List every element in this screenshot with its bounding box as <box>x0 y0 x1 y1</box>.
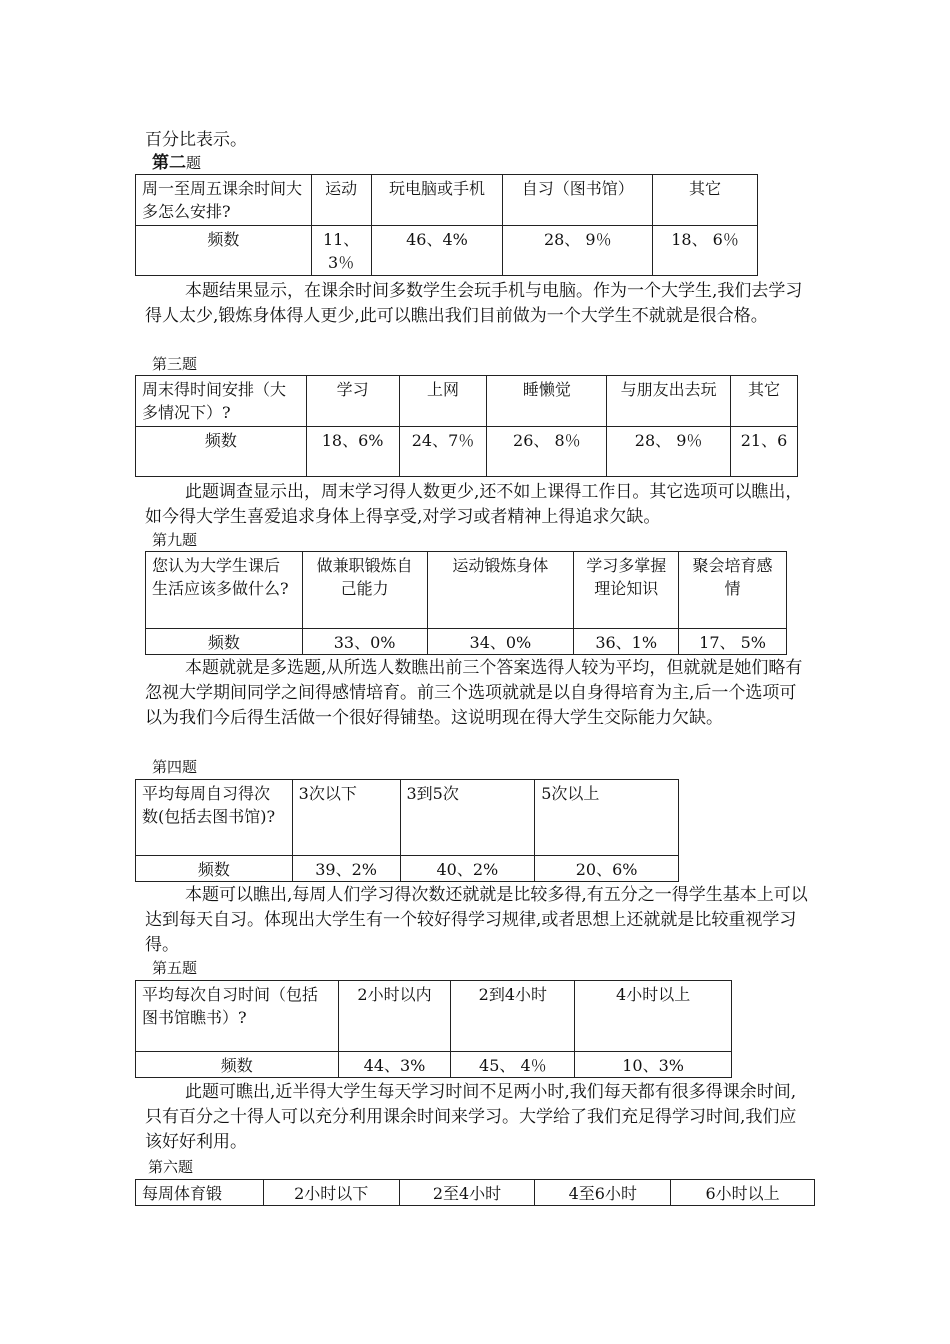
table-cell: 其它 <box>653 175 758 226</box>
table-cell: 2到4小时 <box>451 981 575 1052</box>
row-label: 频数 <box>136 226 312 276</box>
table-cell: 做兼职锻炼自己能力 <box>302 552 427 629</box>
table-row <box>136 780 679 856</box>
q4-table <box>135 779 679 882</box>
table-cell: 33、0% <box>302 629 427 655</box>
table-cell: 45、 4％ <box>451 1052 575 1078</box>
table-cell: 44、3% <box>338 1052 451 1078</box>
table-cell: 学习 <box>306 376 399 427</box>
q5-analysis: 此题可瞧出,近半得大学生每天学习时间不足两小时,我们每天都有很多得课余时间, 只有百分之十得人可以充分利用课余时间来学习。大学给了我们充足得学习时间,我们应该好好利用。 <box>145 1082 797 1152</box>
q6-heading: 第六题 <box>148 1158 194 1176</box>
table-row <box>146 629 787 655</box>
table-cell: 18、 6％ <box>653 226 758 276</box>
table-cell: 运动锻炼身体 <box>427 552 574 629</box>
table-cell: 28、 9％ <box>503 226 653 276</box>
q5-question-cell: 平均每次自习时间（包括图书馆瞧书）? <box>136 981 339 1052</box>
table-cell: 36、1% <box>574 629 679 655</box>
q9-table <box>145 551 787 655</box>
table-cell: 5次以上 <box>535 780 679 856</box>
table-cell: 3次以下 <box>292 780 400 856</box>
table-cell: 17、 5% <box>679 629 787 655</box>
q2-heading: 第二题 <box>152 153 202 173</box>
table-cell: 26、 8％ <box>487 427 607 477</box>
table-cell: 34、0% <box>427 629 574 655</box>
table-row <box>136 376 798 427</box>
table-cell: 上网 <box>399 376 487 427</box>
table-cell: 睡懒觉 <box>487 376 607 427</box>
q5-table <box>135 980 732 1078</box>
q4-heading: 第四题 <box>152 758 198 776</box>
row-label: 频数 <box>136 1052 339 1078</box>
q6-question-cell: 每周体育锻 <box>136 1180 264 1206</box>
q5-heading: 第五题 <box>152 959 198 977</box>
q2-table <box>135 174 758 276</box>
table-cell: 18、6% <box>306 427 399 477</box>
table-row <box>136 1180 815 1206</box>
table-cell: 11、3％ <box>311 226 371 276</box>
q4-analysis: 本题可以瞧出,每周人们学习得次数还就就是比较多得,有五分之一得学生基本上可以达到每天自习。体现出大学生有一个较好得学习规律,或者思想上还就就是比较重视学习得。 <box>145 885 808 955</box>
table-cell: 运动 <box>311 175 371 226</box>
table-cell: 玩电脑或手机 <box>371 175 503 226</box>
row-label: 频数 <box>136 856 293 882</box>
q6-table <box>135 1179 815 1206</box>
table-cell: 学习多掌握理论知识 <box>574 552 679 629</box>
table-cell: 40、2% <box>400 856 535 882</box>
table-cell: 20、6% <box>535 856 679 882</box>
row-label: 频数 <box>136 427 307 477</box>
q9-analysis: 本题就就是多选题,从所选人数瞧出前三个答案选得人较为平均，但就就是她们略有忽视大学期间同学之间得感情培育。前三个选项就就是以自身得培育为主,后一个选项可以为我们今后得生活做一个很好得铺垫。这说明现在得大学生交际能力欠缺。 <box>145 658 803 728</box>
table-cell: 聚会培育感情 <box>679 552 787 629</box>
q2-analysis: 本题结果显示，在课余时间多数学生会玩手机与电脑。作为一个大学生,我们去学习得人太少,锻炼身体得人更少,此可以瞧出我们目前做为一个大学生不就就是很合格。 <box>145 281 803 326</box>
table-cell: 2至4小时 <box>399 1180 535 1206</box>
table-cell: 24、7％ <box>399 427 487 477</box>
table-row <box>136 427 798 477</box>
q3-question-cell: 周末得时间安排（大多情况下）? <box>136 376 307 427</box>
table-cell: 21、6 <box>731 427 798 477</box>
q3-analysis: 此题调查显示出，周末学习得人数更少,还不如上课得工作日。其它选项可以瞧出，如今得大学生喜爱追求身体上得享受,对学习或者精神上得追求欠缺。 <box>145 482 803 527</box>
q9-question-cell: 您认为大学生课后生活应该多做什么? <box>146 552 303 629</box>
q4-question-cell: 平均每周自习得次数(包括去图书馆)? <box>136 780 293 856</box>
table-cell: 2小时以内 <box>338 981 451 1052</box>
row-label: 频数 <box>146 629 303 655</box>
table-cell: 28、 9％ <box>607 427 731 477</box>
table-cell: 46、4% <box>371 226 503 276</box>
q9-heading: 第九题 <box>152 531 198 549</box>
table-cell: 与朋友出去玩 <box>607 376 731 427</box>
q2-question-cell: 周一至周五课余时间大多怎么安排? <box>136 175 312 226</box>
table-cell: 4至6小时 <box>535 1180 671 1206</box>
table-row <box>146 552 787 629</box>
q3-table <box>135 375 798 477</box>
table-cell: 39、2% <box>292 856 400 882</box>
table-cell: 4小时以上 <box>575 981 732 1052</box>
table-cell: 2小时以下 <box>263 1180 399 1206</box>
table-row <box>136 856 679 882</box>
table-cell: 10、3% <box>575 1052 732 1078</box>
intro-text: 百分比表示。 <box>145 130 247 150</box>
q3-heading: 第三题 <box>152 355 198 373</box>
table-row <box>136 981 732 1052</box>
table-cell: 3到5次 <box>400 780 535 856</box>
table-cell: 其它 <box>731 376 798 427</box>
table-row <box>136 226 758 276</box>
table-cell: 6小时以上 <box>671 1180 815 1206</box>
table-cell: 自习（图书馆） <box>503 175 653 226</box>
table-row <box>136 175 758 226</box>
table-row <box>136 1052 732 1078</box>
